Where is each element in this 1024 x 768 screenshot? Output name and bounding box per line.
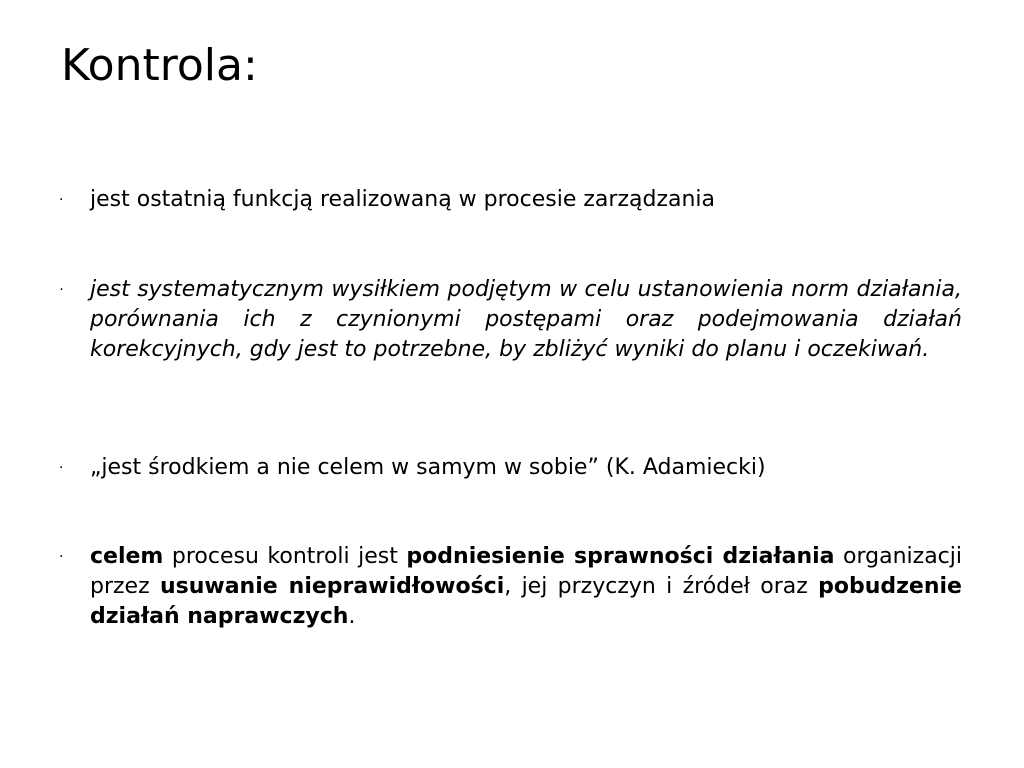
bullet-dot-icon: · [59, 192, 64, 208]
bold-term-pobudzenie: pobudzenie działań naprawczych [90, 574, 962, 629]
slide-title: Kontrola: [61, 40, 258, 91]
bold-term-usuwanie: usuwanie nieprawidłowości [159, 574, 505, 599]
bullet-item-1 [59, 185, 962, 215]
bullet-item-4 [59, 542, 963, 632]
bullet-text-2: jest systematycznym wysiłkiem podjętym w celu ustanowienia norm działania, porównania ich z czynionymi postępami oraz podejmowania działań korekcyjnych, gdy jest to potrzebne, by zbliżyć wyniki do planu i oczekiwań. [90, 277, 962, 362]
bullet-text-3: „jest środkiem a nie celem w samym w sobie” (K. Adamiecki) [90, 455, 766, 480]
text-segment: organizacji przez [90, 544, 963, 599]
bullet-text-1: jest ostatnią funkcją realizowaną w procesie zarządzania [90, 187, 716, 212]
bold-term-podniesienie: podniesienie sprawności działania [406, 544, 835, 569]
text-segment: procesu kontroli jest [163, 544, 407, 569]
bullet-dot-icon: · [59, 460, 64, 476]
bullet-dot-icon: · [59, 549, 64, 565]
bullet-item-3 [59, 453, 962, 483]
bold-term-celem: celem [90, 544, 164, 569]
text-segment: , jej przyczyn i źródeł oraz [504, 574, 819, 599]
bullet-item-2 [59, 275, 962, 365]
bullet-dot-icon: · [59, 282, 64, 298]
text-segment: . [348, 604, 356, 629]
bullet-text-4 [90, 542, 962, 632]
